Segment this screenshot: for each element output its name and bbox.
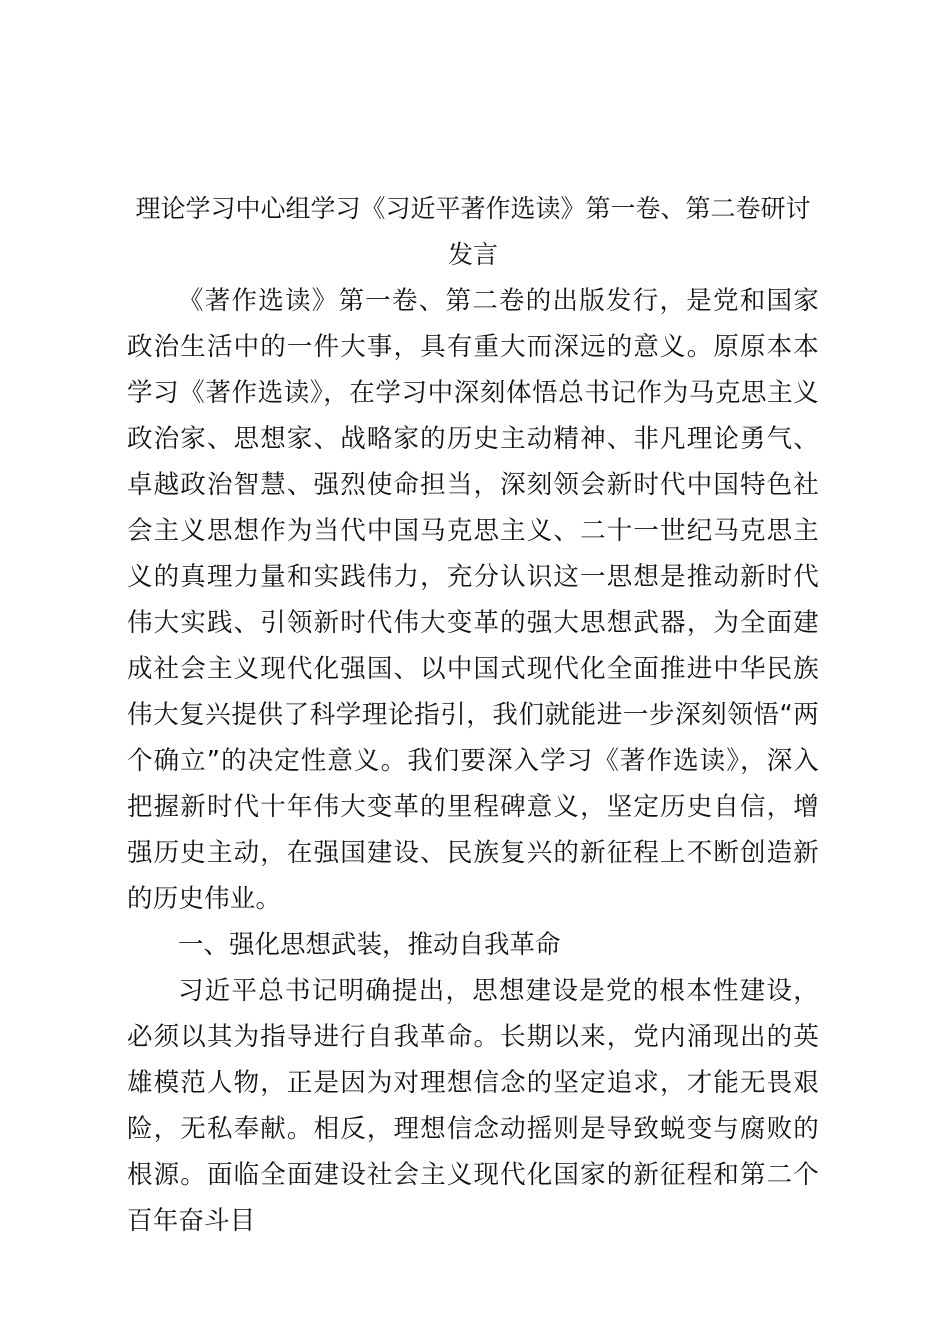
paragraph-section-1: 习近平总书记明确提出，思想建设是党的根本性建设，必须以其为指导进行自我革命。长期以来，党内涌现出的英雄模范人物，正是因为对理想信念的坚定追求，才能无畏艰险，无私奉献。相反，理想信念动摇则是导致蜕变与腐败的根源。面临全面建设社会主义现代化国家的新征程和第二个百年奋斗目 [127, 976, 819, 1236]
title-line-2: 发言 [447, 240, 498, 269]
document-title [107, 186, 839, 278]
title-line-1: 理论学习中心组学习《习近平著作选读》第一卷、第二卷研讨 [135, 194, 811, 223]
section-heading-1: 一、强化思想武装，推动自我革命 [178, 930, 561, 960]
paragraph-intro: 《著作选读》第一卷、第二卷的出版发行，是党和国家政治生活中的一件大事，具有重大而深远的意义。原原本本学习《著作选读》，在学习中深刻体悟总书记作为马克思主义政治家、思想家、战略家的历史主动精神、非凡理论勇气、卓越政治智慧、强烈使命担当，深刻领会新时代中国特色社会主义思想作为当代中国马克思主义、二十一世纪马克思主义的真理力量和实践伟力，充分认识这一思想是推动新时代伟大实践、引领新时代伟大变革的强大思想武器，为全面建成社会主义现代化强国、以中国式现代化全面推进中华民族伟大复兴提供了科学理论指引，我们就能进一步深刻领悟“两个确立”的决定性意义。我们要深入学习《著作选读》，深入把握新时代十年伟大变革的里程碑意义，坚定历史自信，增强历史主动，在强国建设、民族复兴的新征程上不断创造新的历史伟业。 [127, 286, 819, 914]
document-body [127, 186, 819, 1244]
